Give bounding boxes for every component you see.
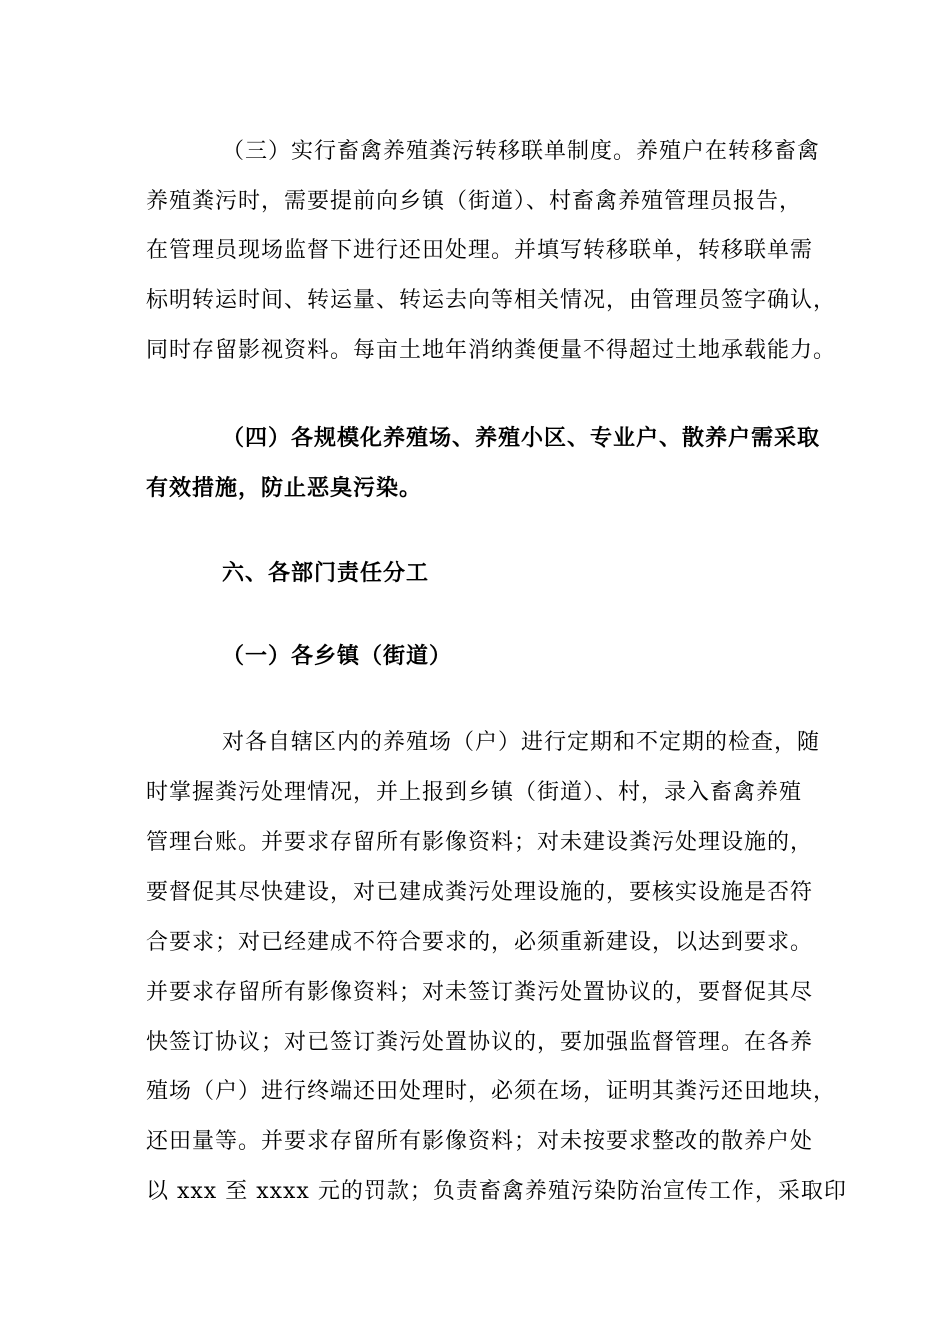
duties-line-7: 快签订协议；对已签订粪污处置协议的，要加强监督管理。在各养 bbox=[146, 1030, 814, 1055]
duties-line-3: 管理台账。并要求存留所有影像资料；对未建设粪污处理设施的， bbox=[146, 830, 814, 855]
subsection-1-title: （一）各乡镇（街道） bbox=[222, 644, 453, 669]
paragraph-3-line-1: （三）实行畜禽养殖粪污转移联单制度。养殖户在转移畜禽 bbox=[222, 139, 821, 164]
duties-line-8: 殖场（户）进行终端还田处理时，必须在场，证明其粪污还田地块， bbox=[146, 1079, 837, 1104]
paragraph-3-line-3: 在管理员现场监督下进行还田处理。并填写转移联单，转移联单需 bbox=[146, 238, 814, 263]
duties-line-6: 并要求存留所有影像资料；对未签订粪污处置协议的，要督促其尽 bbox=[146, 980, 814, 1005]
duties-line-5: 合要求；对已经建成不符合要求的，必须重新建设，以达到要求。 bbox=[146, 930, 814, 955]
duties-line-1: 对各自辖区内的养殖场（户）进行定期和不定期的检查，随 bbox=[222, 730, 821, 755]
section-6-title: 六、各部门责任分工 bbox=[222, 561, 430, 586]
paragraph-3-line-4: 标明转运时间、转运量、转运去向等相关情况，由管理员签字确认， bbox=[146, 288, 837, 313]
duties-line-9: 还田量等。并要求存留所有影像资料；对未按要求整改的散养户处 bbox=[146, 1129, 814, 1154]
duties-line-10: 以 xxx 至 xxxx 元的罚款；负责畜禽养殖污染防治宣传工作，采取印 bbox=[146, 1179, 847, 1204]
paragraph-3-line-2: 养殖粪污时，需要提前向乡镇（街道）、村畜禽养殖管理员报告， bbox=[146, 189, 803, 214]
duties-line-2: 时掌握粪污处理情况，并上报到乡镇（街道）、村，录入畜禽养殖 bbox=[146, 780, 803, 805]
paragraph-4-line-2: 有效措施，防止恶臭污染。 bbox=[146, 476, 423, 501]
paragraph-3-line-5: 同时存留影视资料。每亩土地年消纳粪便量不得超过土地承载能力。 bbox=[146, 338, 837, 363]
duties-line-4: 要督促其尽快建设，对已建成粪污处理设施的，要核实设施是否符 bbox=[146, 880, 814, 905]
paragraph-4-line-1: （四）各规模化养殖场、养殖小区、专业户、散养户需采取 bbox=[222, 426, 821, 451]
